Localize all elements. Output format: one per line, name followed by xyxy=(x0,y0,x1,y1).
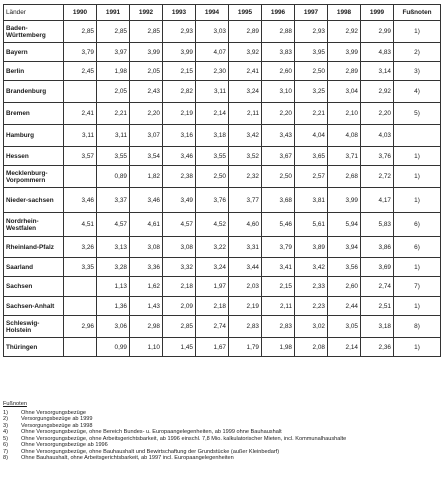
value-cell: 2,60 xyxy=(328,277,361,297)
value-cell: 5,46 xyxy=(262,213,295,237)
footnote-ref-cell: 5) xyxy=(394,103,441,125)
value-cell: 1,97 xyxy=(196,277,229,297)
footnote-text: Ohne Versorgungsbezüge, ohne Arbeitsgerichtsbarkeit, ab 1996 einschl. 7,8 Mio. kalkulatorischer Mieten, incl. Kommunalhaushalte xyxy=(21,435,347,442)
value-cell: 4,04 xyxy=(295,125,328,147)
value-cell: 3,56 xyxy=(328,258,361,277)
value-cell: 3,11 xyxy=(97,125,130,147)
land-name-cell: Rheinland-Pfalz xyxy=(4,237,64,258)
value-cell: 2,89 xyxy=(229,21,262,43)
value-cell: 2,89 xyxy=(328,62,361,81)
value-cell: 2,50 xyxy=(295,62,328,81)
header-cell-fussnoten: Fußnoten xyxy=(394,5,441,21)
value-cell: 3,25 xyxy=(295,81,328,103)
value-cell: 2,93 xyxy=(163,21,196,43)
value-cell: 1,45 xyxy=(163,338,196,357)
value-cell: 3,02 xyxy=(295,316,328,338)
value-cell: 2,15 xyxy=(163,62,196,81)
land-name-cell: Brandenburg xyxy=(4,81,64,103)
table-row xyxy=(4,258,441,277)
value-cell: 1,98 xyxy=(262,338,295,357)
footnote-key: 2) xyxy=(3,416,8,422)
land-name-cell: Sachsen-Anhalt xyxy=(4,297,64,316)
value-cell: 4,52 xyxy=(196,213,229,237)
footnote-ref-cell: 6) xyxy=(394,237,441,258)
table-row xyxy=(4,43,441,62)
value-cell: 2,92 xyxy=(361,81,394,103)
table-row xyxy=(4,62,441,81)
value-cell: 3,03 xyxy=(196,21,229,43)
footnote-ref-cell: 1) xyxy=(394,21,441,43)
header-cell-1992: 1992 xyxy=(130,5,163,21)
footnote-text: Ohne Bauhaushalt, ohne Arbeitsgerichtsbarkeit, ab 1997 incl. Europaangelegenheiten xyxy=(21,455,234,461)
table-row xyxy=(4,125,441,147)
value-cell: 2,33 xyxy=(295,277,328,297)
value-cell: 3,37 xyxy=(97,188,130,213)
value-cell: 3,99 xyxy=(130,43,163,62)
value-cell: 3,86 xyxy=(361,237,394,258)
footnote-ref-cell: 1) xyxy=(394,297,441,316)
value-cell: 2,10 xyxy=(328,103,361,125)
footnote-ref-cell: 1) xyxy=(394,166,441,188)
land-name-cell: Berlin xyxy=(4,62,64,81)
value-cell: 2,09 xyxy=(163,297,196,316)
land-name-cell: Mecklenburg-Vorpommern xyxy=(4,166,64,188)
value-cell: 2,05 xyxy=(130,62,163,81)
value-cell: 2,19 xyxy=(163,103,196,125)
value-cell: 3,69 xyxy=(361,258,394,277)
footnote-ref-cell: 8) xyxy=(394,316,441,338)
value-cell: 3,99 xyxy=(163,43,196,62)
value-cell: 2,85 xyxy=(163,316,196,338)
value-cell: 3,10 xyxy=(262,81,295,103)
value-cell: 2,93 xyxy=(295,21,328,43)
footnotes-section xyxy=(3,401,440,462)
table-row xyxy=(4,338,441,357)
land-name-cell: Saarland xyxy=(4,258,64,277)
value-cell: 5,61 xyxy=(295,213,328,237)
value-cell: 3,76 xyxy=(361,147,394,166)
value-cell: 1,98 xyxy=(97,62,130,81)
value-cell: 2,08 xyxy=(295,338,328,357)
value-cell: 2,83 xyxy=(229,316,262,338)
value-cell: 2,60 xyxy=(262,62,295,81)
value-cell: 3,46 xyxy=(163,147,196,166)
footnote-ref-cell: 2) xyxy=(394,43,441,62)
value-cell: 2,96 xyxy=(64,316,97,338)
table-row xyxy=(4,21,441,43)
value-cell: 3,67 xyxy=(262,147,295,166)
value-cell: 3,11 xyxy=(196,81,229,103)
value-cell: 3,89 xyxy=(295,237,328,258)
value-cell: 2,14 xyxy=(328,338,361,357)
value-cell: 4,08 xyxy=(328,125,361,147)
value-cell: 2,44 xyxy=(328,297,361,316)
expenditure-table xyxy=(3,4,441,357)
value-cell: 3,46 xyxy=(64,188,97,213)
value-cell: 2,32 xyxy=(229,166,262,188)
footnote-text: Ohne Versorgungsbezüge xyxy=(21,409,86,416)
value-cell: 2,03 xyxy=(229,277,262,297)
value-cell: 2,74 xyxy=(196,316,229,338)
value-cell: 2,72 xyxy=(361,166,394,188)
table-header-row xyxy=(4,5,441,21)
value-cell: 3,52 xyxy=(229,147,262,166)
value-cell: 2,11 xyxy=(229,103,262,125)
table-row xyxy=(4,277,441,297)
table-row xyxy=(4,213,441,237)
value-cell: 3,79 xyxy=(262,237,295,258)
footnote-ref-cell: 7) xyxy=(394,277,441,297)
value-cell: 2,85 xyxy=(130,21,163,43)
header-cell-1995: 1995 xyxy=(229,5,262,21)
value-cell: 1,10 xyxy=(130,338,163,357)
value-cell: 2,57 xyxy=(295,166,328,188)
value-cell: 1,82 xyxy=(130,166,163,188)
value-cell: 3,22 xyxy=(196,237,229,258)
value-cell: 2,38 xyxy=(163,166,196,188)
value-cell: 3,07 xyxy=(130,125,163,147)
header-cell-1993: 1993 xyxy=(163,5,196,21)
footnote-ref-cell: 1) xyxy=(394,188,441,213)
value-cell: 2,74 xyxy=(361,277,394,297)
header-cell-1997: 1997 xyxy=(295,5,328,21)
value-cell: 2,14 xyxy=(196,103,229,125)
value-cell: 3,44 xyxy=(229,258,262,277)
table-row xyxy=(4,147,441,166)
value-cell: 3,08 xyxy=(163,237,196,258)
value-cell: 2,45 xyxy=(64,62,97,81)
value-cell: 3,49 xyxy=(163,188,196,213)
value-cell: 2,05 xyxy=(97,81,130,103)
value-cell: 1,79 xyxy=(229,338,262,357)
scanned-document xyxy=(3,4,440,357)
footnote-text: Ohne Versorgungsbezüge ab 1996 xyxy=(21,442,108,448)
value-cell xyxy=(64,277,97,297)
value-cell: 4,17 xyxy=(361,188,394,213)
value-cell: 3,32 xyxy=(163,258,196,277)
table-row xyxy=(4,188,441,213)
value-cell: 4,57 xyxy=(163,213,196,237)
land-name-cell: Baden-Württemberg xyxy=(4,21,64,43)
footnote-ref-cell xyxy=(394,125,441,147)
value-cell: 5,94 xyxy=(328,213,361,237)
land-name-cell: Thüringen xyxy=(4,338,64,357)
value-cell: 3,94 xyxy=(328,237,361,258)
value-cell: 3,36 xyxy=(130,258,163,277)
value-cell: 3,65 xyxy=(295,147,328,166)
value-cell: 1,36 xyxy=(97,297,130,316)
value-cell: 1,43 xyxy=(130,297,163,316)
land-name-cell: Bremen xyxy=(4,103,64,125)
value-cell: 4,03 xyxy=(361,125,394,147)
value-cell: 2,21 xyxy=(97,103,130,125)
value-cell: 3,42 xyxy=(295,258,328,277)
value-cell: 3,99 xyxy=(328,43,361,62)
value-cell: 2,23 xyxy=(295,297,328,316)
value-cell: 4,83 xyxy=(361,43,394,62)
value-cell: 2,15 xyxy=(262,277,295,297)
footnote-key: 7) xyxy=(3,448,8,455)
value-cell xyxy=(64,338,97,357)
value-cell: 2,68 xyxy=(328,166,361,188)
footnote-key: 6) xyxy=(3,442,8,448)
value-cell: 3,31 xyxy=(229,237,262,258)
footnote-text: Ohne Versorgungsbezüge, ohne Bauhaushalt und Bewirtschaftung der Grundstücke (außer Kleinbedarf) xyxy=(21,448,280,455)
value-cell: 3,16 xyxy=(163,125,196,147)
value-cell: 3,13 xyxy=(97,237,130,258)
header-cell-1996: 1996 xyxy=(262,5,295,21)
value-cell: 3,05 xyxy=(328,316,361,338)
value-cell: 2,83 xyxy=(262,316,295,338)
value-cell: 2,43 xyxy=(130,81,163,103)
header-cell-laender: Länder xyxy=(4,5,64,21)
table-row xyxy=(4,297,441,316)
value-cell: 3,43 xyxy=(262,125,295,147)
value-cell: 2,50 xyxy=(196,166,229,188)
value-cell: 2,30 xyxy=(196,62,229,81)
value-cell: 3,79 xyxy=(64,43,97,62)
value-cell: 3,08 xyxy=(130,237,163,258)
value-cell: 5,83 xyxy=(361,213,394,237)
value-cell: 3,28 xyxy=(97,258,130,277)
value-cell: 2,92 xyxy=(328,21,361,43)
footnote-key: 4) xyxy=(3,429,8,435)
value-cell: 0,99 xyxy=(97,338,130,357)
value-cell: 4,07 xyxy=(196,43,229,62)
footnotes-title: Fußnoten xyxy=(3,401,27,407)
footnote-key: 3) xyxy=(3,422,8,429)
land-name-cell: Nieder-sachsen xyxy=(4,188,64,213)
value-cell: 2,82 xyxy=(163,81,196,103)
value-cell: 3,46 xyxy=(130,188,163,213)
value-cell: 3,55 xyxy=(97,147,130,166)
value-cell: 2,50 xyxy=(262,166,295,188)
value-cell: 4,60 xyxy=(229,213,262,237)
value-cell: 2,98 xyxy=(130,316,163,338)
value-cell: 2,18 xyxy=(163,277,196,297)
value-cell: 3,95 xyxy=(295,43,328,62)
value-cell: 3,42 xyxy=(229,125,262,147)
value-cell: 3,76 xyxy=(196,188,229,213)
table-row xyxy=(4,103,441,125)
header-cell-1990: 1990 xyxy=(64,5,97,21)
value-cell: 4,51 xyxy=(64,213,97,237)
value-cell: 3,18 xyxy=(196,125,229,147)
value-cell: 1,62 xyxy=(130,277,163,297)
value-cell: 3,68 xyxy=(262,188,295,213)
value-cell: 2,99 xyxy=(361,21,394,43)
value-cell: 3,92 xyxy=(229,43,262,62)
value-cell: 3,71 xyxy=(328,147,361,166)
value-cell: 2,20 xyxy=(361,103,394,125)
value-cell: 3,97 xyxy=(97,43,130,62)
header-cell-1999: 1999 xyxy=(361,5,394,21)
footnote-text: Ohne Versorgungsbezüge, ohne Bereich Bundes- u. Europaangelegenheiten, ab 1999 ohne Bauhaushalt xyxy=(21,429,282,435)
value-cell: 0,89 xyxy=(97,166,130,188)
footnote-key: 5) xyxy=(3,435,8,442)
value-cell: 3,06 xyxy=(97,316,130,338)
footnote-text: Versorgungsbezüge ab 1998 xyxy=(21,422,93,429)
footnotes-list xyxy=(3,410,440,462)
land-name-cell: Nordrhein-Westfalen xyxy=(4,213,64,237)
value-cell: 3,57 xyxy=(64,147,97,166)
value-cell: 2,88 xyxy=(262,21,295,43)
value-cell: 2,11 xyxy=(262,297,295,316)
value-cell: 3,77 xyxy=(229,188,262,213)
value-cell: 2,20 xyxy=(262,103,295,125)
value-cell: 4,61 xyxy=(130,213,163,237)
value-cell: 4,57 xyxy=(97,213,130,237)
header-cell-1991: 1991 xyxy=(97,5,130,21)
footnote-ref-cell: 1) xyxy=(394,338,441,357)
footnote-text: Versorgungsbezüge ab 1999 xyxy=(21,416,93,422)
value-cell: 3,83 xyxy=(262,43,295,62)
value-cell: 3,24 xyxy=(229,81,262,103)
footnote-key: 8) xyxy=(3,455,8,461)
header-cell-1994: 1994 xyxy=(196,5,229,21)
table-row xyxy=(4,81,441,103)
footnote-ref-cell: 6) xyxy=(394,213,441,237)
value-cell: 2,85 xyxy=(64,21,97,43)
value-cell: 2,18 xyxy=(196,297,229,316)
value-cell xyxy=(64,166,97,188)
land-name-cell: Sachsen xyxy=(4,277,64,297)
value-cell xyxy=(64,297,97,316)
value-cell: 2,20 xyxy=(130,103,163,125)
footnote-item xyxy=(3,455,440,462)
footnote-ref-cell: 4) xyxy=(394,81,441,103)
table-row xyxy=(4,237,441,258)
value-cell: 3,11 xyxy=(64,125,97,147)
header-cell-1998: 1998 xyxy=(328,5,361,21)
value-cell: 2,51 xyxy=(361,297,394,316)
value-cell: 3,26 xyxy=(64,237,97,258)
value-cell: 3,81 xyxy=(295,188,328,213)
value-cell: 3,41 xyxy=(262,258,295,277)
value-cell xyxy=(64,81,97,103)
value-cell: 3,35 xyxy=(64,258,97,277)
land-name-cell: Hamburg xyxy=(4,125,64,147)
value-cell: 2,41 xyxy=(229,62,262,81)
value-cell: 2,36 xyxy=(361,338,394,357)
value-cell: 3,04 xyxy=(328,81,361,103)
footnote-key: 1) xyxy=(3,409,8,416)
footnote-ref-cell: 3) xyxy=(394,62,441,81)
land-name-cell: Bayern xyxy=(4,43,64,62)
table-row xyxy=(4,166,441,188)
land-name-cell: Hessen xyxy=(4,147,64,166)
value-cell: 2,21 xyxy=(295,103,328,125)
value-cell: 3,18 xyxy=(361,316,394,338)
table-row xyxy=(4,316,441,338)
footnote-ref-cell: 1) xyxy=(394,258,441,277)
value-cell: 3,14 xyxy=(361,62,394,81)
value-cell: 2,19 xyxy=(229,297,262,316)
value-cell: 3,54 xyxy=(130,147,163,166)
table-body xyxy=(4,21,441,357)
land-name-cell: Schleswig-Holstein xyxy=(4,316,64,338)
value-cell: 2,41 xyxy=(64,103,97,125)
value-cell: 1,13 xyxy=(97,277,130,297)
value-cell: 3,99 xyxy=(328,188,361,213)
value-cell: 1,67 xyxy=(196,338,229,357)
value-cell: 3,24 xyxy=(196,258,229,277)
value-cell: 3,55 xyxy=(196,147,229,166)
footnote-ref-cell: 1) xyxy=(394,147,441,166)
value-cell: 2,85 xyxy=(97,21,130,43)
